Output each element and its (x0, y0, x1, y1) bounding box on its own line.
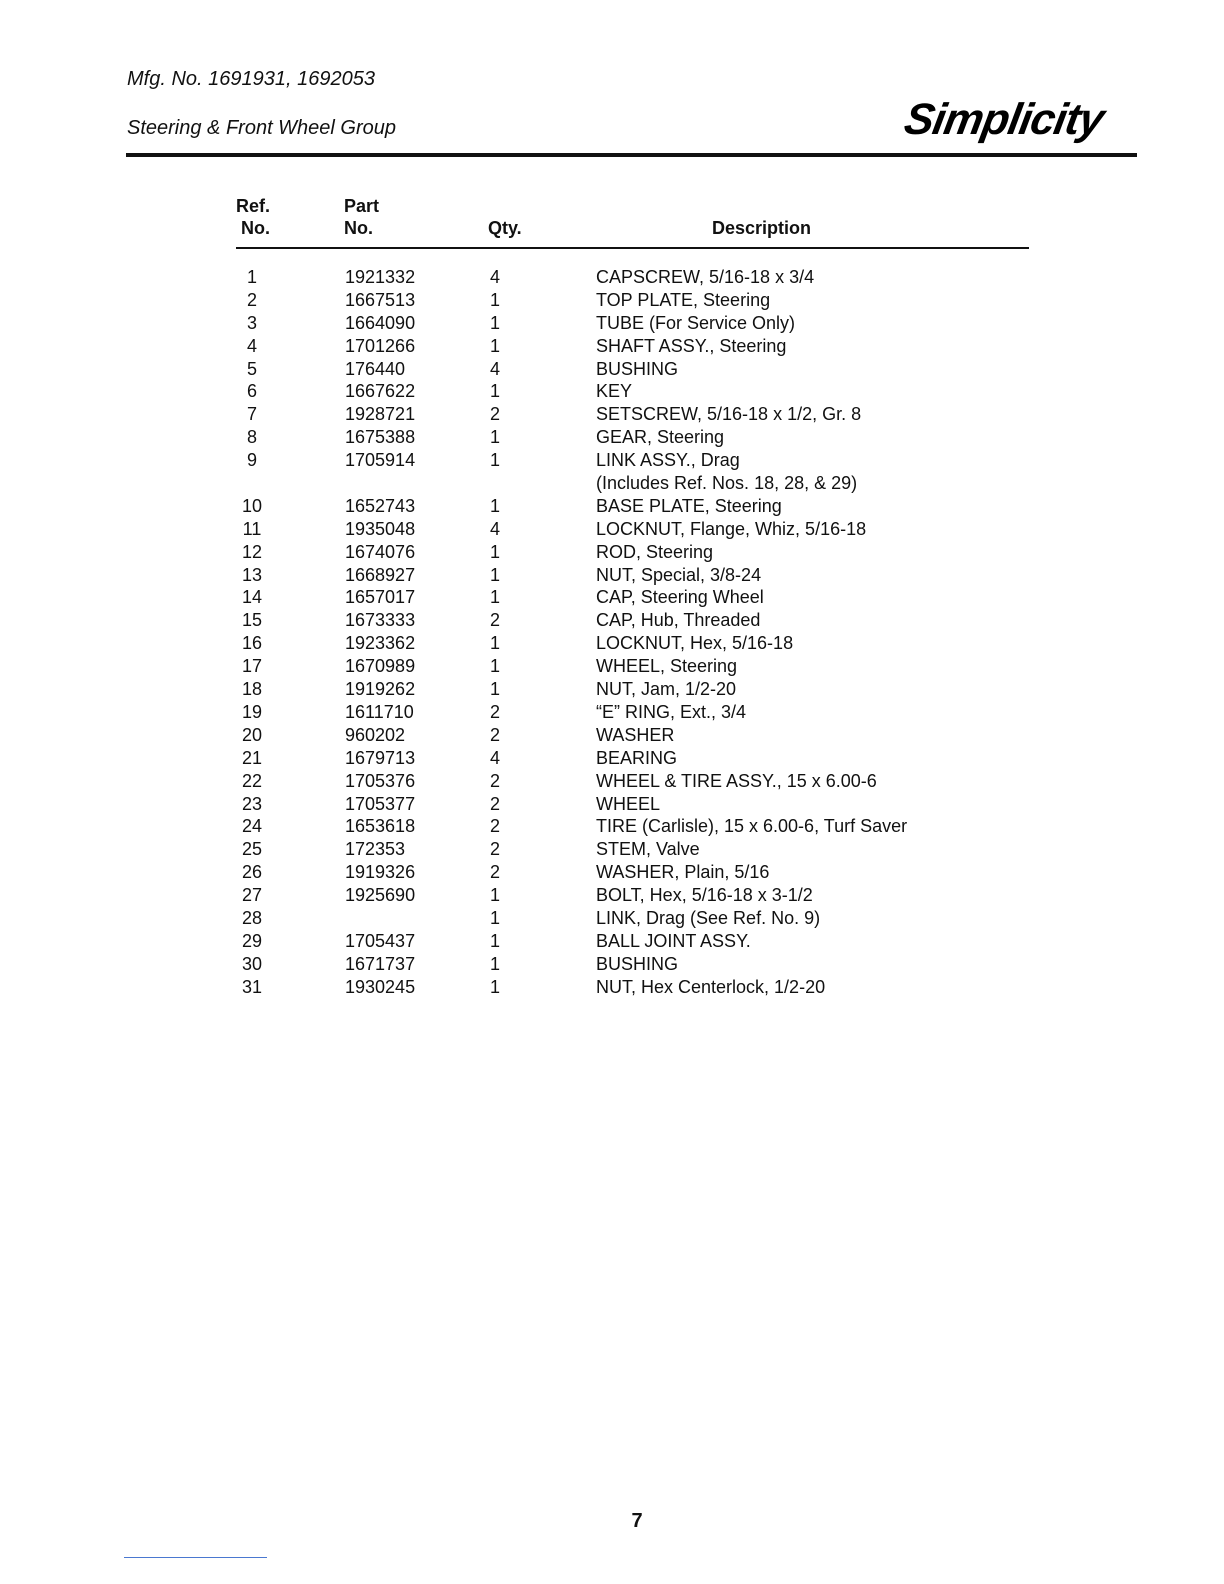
description-cell: LOCKNUT, Hex, 5/16-18 (596, 633, 794, 654)
qty-header: Qty. (488, 218, 522, 238)
qty-cell: 4 (489, 267, 500, 287)
part-number-cell: 1705377 (345, 793, 416, 814)
part-number-cell: 1705437 (345, 930, 416, 951)
part-number-cell: 1667622 (345, 381, 416, 402)
part-number-cell: 1705376 (345, 770, 416, 791)
description-cell: NUT, Hex Centerlock, 1/2-20 (596, 976, 826, 997)
qty-cell: 4 (489, 747, 500, 768)
qty-cell: 1 (489, 289, 500, 310)
qty-cell: 1 (489, 907, 500, 928)
part-number-cell: 1923362 (345, 633, 416, 654)
description-cell: BASE PLATE, Steering (596, 495, 782, 516)
description-cell: ROD, Steering (596, 541, 714, 562)
ref-cell: 16 (241, 633, 263, 654)
qty-cell: 1 (489, 335, 500, 356)
part-number-cell: 1921332 (345, 267, 416, 287)
part-number-cell: 1925690 (345, 885, 416, 906)
qty-cell: 1 (489, 976, 500, 997)
description-cell: CAP, Steering Wheel (596, 587, 764, 608)
part-number-cell: 1673333 (345, 610, 416, 631)
ref-cell: 5 (246, 358, 257, 379)
qty-cell: 2 (489, 701, 500, 722)
part-number-cell: 176440 (345, 358, 406, 379)
header-rule (126, 153, 1137, 157)
table-row (0, 289, 1224, 312)
table-row (0, 495, 1224, 518)
table-row (0, 655, 1224, 678)
qty-cell: 4 (489, 358, 500, 379)
qty-cell: 1 (489, 450, 500, 471)
ref-no-header (236, 195, 270, 239)
description-cell: KEY (596, 381, 633, 402)
description-cell: LINK, Drag (See Ref. No. 9) (596, 907, 821, 928)
table-row (0, 724, 1224, 747)
ref-cell: 10 (241, 495, 263, 516)
qty-cell: 1 (489, 679, 500, 700)
table-row (0, 793, 1224, 816)
ref-cell: 28 (241, 907, 263, 928)
qty-cell: 4 (489, 518, 500, 539)
qty-cell: 1 (489, 656, 500, 677)
part-header-line1: Part (344, 196, 380, 216)
qty-cell: 1 (489, 953, 500, 974)
table-row (0, 586, 1224, 609)
ref-cell: 19 (241, 701, 263, 722)
table-row (0, 266, 1224, 289)
description-cell: SHAFT ASSY., Steering (596, 335, 787, 356)
ref-cell: 29 (241, 930, 263, 951)
part-number-cell: 1668927 (345, 564, 416, 585)
qty-cell: 2 (489, 724, 500, 745)
qty-cell: 2 (489, 610, 500, 631)
description-cell: TUBE (For Service Only) (596, 312, 796, 333)
table-row (0, 335, 1224, 358)
table-row (0, 541, 1224, 564)
qty-cell: 1 (489, 495, 500, 516)
table-row (0, 930, 1224, 953)
qty-cell: 1 (489, 541, 500, 562)
table-row (0, 426, 1224, 449)
ref-cell: 22 (241, 770, 263, 791)
table-row (0, 953, 1224, 976)
description-cell: BUSHING (596, 358, 679, 379)
page-number: 7 (631, 1510, 643, 1532)
qty-cell: 2 (489, 793, 500, 814)
description-cell: WASHER (596, 724, 675, 745)
description-cell: NUT, Special, 3/8-24 (596, 564, 762, 585)
part-number-cell: 1664090 (345, 312, 416, 333)
table-row (0, 449, 1224, 495)
description-cell: “E” RING, Ext., 3/4 (596, 701, 747, 722)
description-cell: BOLT, Hex, 5/16-18 x 3-1/2 (596, 885, 813, 906)
description-cell: NUT, Jam, 1/2-20 (596, 679, 737, 700)
description-cell: TOP PLATE, Steering (596, 289, 771, 310)
part-number-cell: 1928721 (345, 404, 416, 425)
part-no-header (344, 195, 379, 239)
qty-cell: 1 (489, 312, 500, 333)
qty-cell: 2 (489, 770, 500, 791)
ref-cell: 25 (241, 839, 263, 860)
ref-cell: 31 (241, 976, 263, 997)
table-row (0, 701, 1224, 724)
description-cell: LINK ASSY., Drag (596, 450, 740, 471)
ref-cell: 4 (246, 335, 257, 356)
description-cell: WHEEL, Steering (596, 656, 738, 677)
part-number-cell: 1670989 (345, 656, 416, 677)
description-cell: CAPSCREW, 5/16-18 x 3/4 (596, 267, 815, 287)
part-header-line2: No. (344, 218, 373, 238)
part-number-cell: 1919262 (345, 679, 416, 700)
ref-cell: 12 (241, 541, 263, 562)
table-row (0, 518, 1224, 541)
qty-cell: 1 (489, 587, 500, 608)
table-row (0, 403, 1224, 426)
section-title: Steering & Front Wheel Group (127, 117, 397, 139)
part-number-cell: 1705914 (345, 450, 416, 471)
description-cell: STEM, Valve (596, 839, 700, 860)
qty-cell: 1 (489, 427, 500, 448)
parts-table (0, 266, 1224, 999)
table-row (0, 609, 1224, 632)
table-row (0, 976, 1224, 999)
description-cell: BEARING (596, 747, 678, 768)
qty-cell: 1 (489, 564, 500, 585)
ref-cell: 9 (246, 450, 257, 471)
ref-cell: 3 (246, 312, 257, 333)
simplicity-logo: Simplicity (900, 95, 1108, 144)
part-number-cell: 1701266 (345, 335, 416, 356)
table-row (0, 678, 1224, 701)
qty-cell: 2 (489, 404, 500, 425)
table-row (0, 564, 1224, 587)
part-number-cell: 1930245 (345, 976, 416, 997)
description-cell: GEAR, Steering (596, 427, 725, 448)
description-cell: BALL JOINT ASSY. (596, 930, 751, 951)
qty-cell: 1 (489, 633, 500, 654)
ref-cell: 26 (241, 862, 263, 883)
part-number-cell: 1657017 (345, 587, 416, 608)
column-header-rule (236, 247, 1029, 249)
ref-cell: 13 (241, 564, 263, 585)
qty-cell: 1 (489, 381, 500, 402)
table-row (0, 815, 1224, 838)
ref-cell: 24 (241, 816, 263, 837)
ref-cell: 15 (241, 610, 263, 631)
table-row (0, 312, 1224, 335)
part-number-cell: 1679713 (345, 747, 416, 768)
description-cell: CAP, Hub, Threaded (596, 610, 761, 631)
ref-cell: 6 (246, 381, 257, 402)
description-cell: BUSHING (596, 953, 679, 974)
ref-cell: 30 (241, 953, 263, 974)
qty-cell: 1 (489, 885, 500, 906)
description-cell: WASHER, Plain, 5/16 (596, 862, 770, 883)
ref-cell: 21 (241, 747, 263, 768)
description-note: (Includes Ref. Nos. 18, 28, & 29) (596, 473, 858, 494)
description-cell: WHEEL & TIRE ASSY., 15 x 6.00-6 (596, 770, 877, 791)
part-number-cell: 1919326 (345, 862, 416, 883)
description-cell: SETSCREW, 5/16-18 x 1/2, Gr. 8 (596, 404, 862, 425)
ref-cell: 23 (241, 793, 263, 814)
table-row (0, 632, 1224, 655)
table-row (0, 358, 1224, 381)
ref-cell: 20 (241, 724, 263, 745)
table-row (0, 884, 1224, 907)
part-number-cell: 1667513 (345, 289, 416, 310)
ref-header-line1: Ref. (236, 196, 271, 216)
table-row (0, 907, 1224, 930)
ref-cell: 14 (241, 587, 263, 608)
description-cell: WHEEL (596, 793, 661, 814)
table-row (0, 380, 1224, 403)
table-row (0, 838, 1224, 861)
ref-cell: 7 (246, 404, 257, 425)
part-number-cell: 1675388 (345, 427, 416, 448)
part-number-cell: 1611710 (345, 701, 414, 722)
table-row (0, 770, 1224, 793)
table-row (0, 861, 1224, 884)
ref-cell: 8 (246, 427, 257, 448)
part-number-cell: 1935048 (345, 518, 416, 539)
part-number-cell: 1653618 (345, 816, 416, 837)
ref-cell: 18 (241, 679, 263, 700)
part-number-cell: 1671737 (345, 953, 416, 974)
ref-cell: 2 (246, 289, 257, 310)
ref-cell: 17 (241, 656, 263, 677)
description-cell: TIRE (Carlisle), 15 x 6.00-6, Turf Saver (596, 816, 908, 837)
mfg-number: Mfg. No. 1691931, 1692053 (127, 68, 375, 90)
ref-cell: 11 (242, 518, 262, 539)
bottom-divider (124, 1557, 267, 1558)
qty-cell: 1 (489, 930, 500, 951)
part-number-cell: 1674076 (345, 541, 416, 562)
ref-cell: 1 (246, 267, 257, 287)
table-row (0, 747, 1224, 770)
description-header: Description (712, 218, 812, 238)
ref-cell: 27 (241, 885, 263, 906)
qty-cell: 2 (489, 816, 500, 837)
part-number-cell: 960202 (345, 724, 406, 745)
ref-header-line2: No. (241, 218, 270, 238)
qty-cell: 2 (489, 839, 500, 860)
description-cell: LOCKNUT, Flange, Whiz, 5/16-18 (596, 518, 867, 539)
part-number-cell: 1652743 (345, 495, 416, 516)
part-number-cell: 172353 (345, 839, 406, 860)
qty-cell: 2 (489, 862, 500, 883)
